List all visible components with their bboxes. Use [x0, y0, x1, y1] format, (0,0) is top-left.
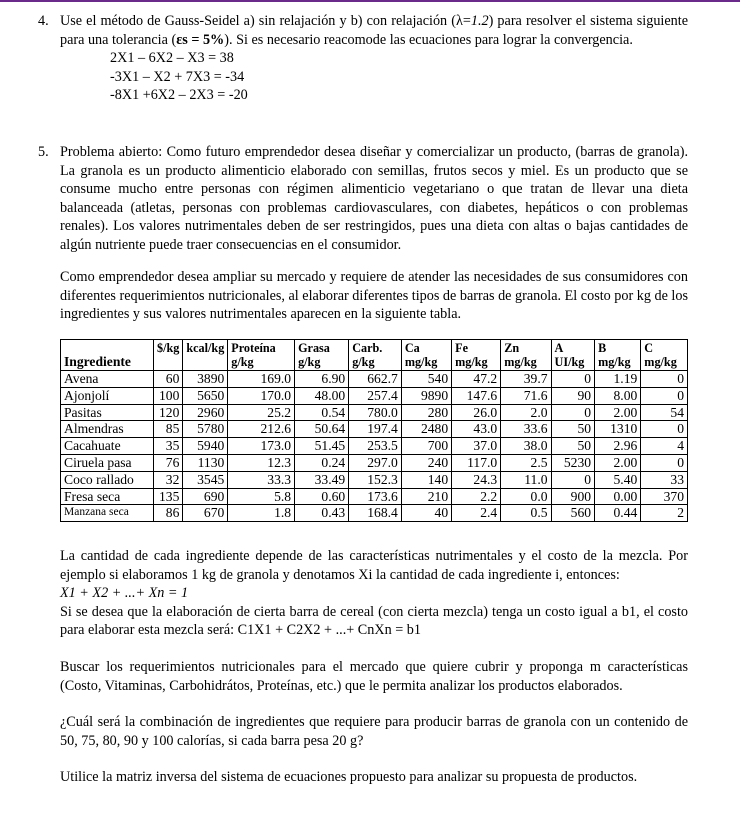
- table-cell: 2.96: [595, 438, 641, 455]
- paragraph-inverse-matrix: Utilice la matriz inversa del sistema de ecuaciones propuesto para analizar su propuesta de productos.: [60, 769, 638, 786]
- problem-4-text: [60, 12, 688, 49]
- table-row: [61, 488, 688, 505]
- table-row: [61, 438, 688, 455]
- table-cell: 170.0: [228, 387, 295, 404]
- table-cell: 370: [641, 488, 688, 505]
- header-price: $/kg: [154, 340, 183, 371]
- problem-5-number: 5.: [38, 144, 49, 160]
- table-cell: 85: [154, 421, 183, 438]
- tolerance: εs = 5%: [176, 31, 225, 48]
- table-cell: 560: [551, 505, 595, 522]
- table-cell: 90: [551, 387, 595, 404]
- table-cell: 3545: [183, 471, 228, 488]
- table-cell: 86: [154, 505, 183, 522]
- ingredient-name: Manzana seca: [61, 505, 154, 522]
- table-cell: 173.6: [349, 488, 402, 505]
- table-cell: 1310: [595, 421, 641, 438]
- table-cell: 47.2: [452, 371, 501, 388]
- equation-2: -3X1 – X2 + 7X3 = -34: [110, 68, 245, 85]
- table-cell: 2.0: [501, 404, 551, 421]
- table-row: [61, 421, 688, 438]
- table-row: [61, 387, 688, 404]
- table-cell: 0.43: [295, 505, 349, 522]
- table-cell: 212.6: [228, 421, 295, 438]
- table-cell: 0: [551, 371, 595, 388]
- table-cell: 8.00: [595, 387, 641, 404]
- table-cell: 33.3: [228, 471, 295, 488]
- header-kcal: kcal/kg: [183, 340, 228, 371]
- problem-5-paragraph-2: Como emprendedor desea ampliar su mercado y requiere de atender las necesidades de sus consumidores con diferentes requerimientos nutricionales, al elaborar diferentes tipos de barras de granola. El costo por kg de los ingredientes y sus valores nutrimentales aparecen en la siguiente tabla.: [60, 269, 688, 323]
- table-cell: 60: [154, 371, 183, 388]
- paragraph-mixture: La cantidad de cada ingrediente depende de las características nutrimentales y el costo de la mezcla. Por ejemplo si elaboramos 1 kg de granola y denotamos Xi la cantidad de cada ingrediente i, entonces:: [60, 548, 688, 583]
- table-cell: 12.3: [228, 454, 295, 471]
- top-rule: [0, 0, 740, 2]
- table-cell: 0: [551, 404, 595, 421]
- table-cell: 35: [154, 438, 183, 455]
- table-cell: 1130: [183, 454, 228, 471]
- table-cell: 0.60: [295, 488, 349, 505]
- table-row: [61, 454, 688, 471]
- table-cell: 24.3: [452, 471, 501, 488]
- problem-5-text: Problema abierto: Como futuro emprendedor desea diseñar y comercializar un producto, (barras de granola). La granola es un producto alimenticio elaborado con semillas, frutos secos y miel. Es un producto que se consume mucho entre personas con régimen alimenticio vegetariano o que tratan de llevar una dieta balanceada (atletas, personas con problemas cardiovasculares, con diabetes, hepáticos o con problemas renales). Los valores nutrimentales deben de ser restringidos, pues una dieta con altas o bajas cantidades de algún nutriente puede traer consecuencias en el consumidor.: [60, 144, 688, 253]
- table-cell: 2480: [401, 421, 451, 438]
- ingredient-name: Ciruela pasa: [61, 454, 154, 471]
- header-carb: Carb. g/kg: [349, 340, 402, 371]
- table-cell: 147.6: [452, 387, 501, 404]
- table-cell: 0.24: [295, 454, 349, 471]
- table-cell: 50.64: [295, 421, 349, 438]
- table-cell: 33: [641, 471, 688, 488]
- header-proteina: Proteína g/kg: [228, 340, 295, 371]
- table-cell: 71.6: [501, 387, 551, 404]
- table-cell: 50: [551, 438, 595, 455]
- table-cell: 0.0: [501, 488, 551, 505]
- table-cell: 2.2: [452, 488, 501, 505]
- table-cell: 0.00: [595, 488, 641, 505]
- table-cell: 5650: [183, 387, 228, 404]
- paragraph-calories-question: ¿Cuál será la combinación de ingredientes que requiere para producir barras de granola con un contenido de 50, 75, 80, 90 y 100 calorías, si cada barra pesa 20 g?: [60, 714, 688, 749]
- paragraph-requirements: Buscar los requerimientos nutricionales para el mercado que quiere cubrir y proponga m características (Costo, Vitaminas, Carbohidrátos, Proteínas, etc.) que le permita analizar los productos elaborados.: [60, 658, 688, 694]
- problem-5: [38, 143, 688, 255]
- ingredient-name: Coco rallado: [61, 471, 154, 488]
- equation-3: -8X1 +6X2 – 2X3 = -20: [110, 87, 248, 104]
- paragraph-cost: Si se desea que la elaboración de cierta barra de cereal (con cierta mezcla) tenga un costo igual a b1, el costo para elaborar esta mezcla será: C1X1 + C2X2 + ...+ CnXn = b1: [60, 603, 688, 639]
- table-cell: 25.2: [228, 404, 295, 421]
- table-cell: 0: [551, 471, 595, 488]
- problem-4-text-a: Use el método de Gauss-Seidel a) sin relajación y b) con relajación (λ=: [60, 13, 471, 29]
- table-cell: 50: [551, 421, 595, 438]
- table-cell: 48.00: [295, 387, 349, 404]
- table-cell: 280: [401, 404, 451, 421]
- table-cell: 690: [183, 488, 228, 505]
- table-cell: 152.3: [349, 471, 402, 488]
- table-cell: 5780: [183, 421, 228, 438]
- header-a: A UI/kg: [551, 340, 595, 371]
- table-cell: 135: [154, 488, 183, 505]
- ingredient-name: Almendras: [61, 421, 154, 438]
- table-cell: 0: [641, 371, 688, 388]
- table-cell: 540: [401, 371, 451, 388]
- table-row: [61, 404, 688, 421]
- sum-equation-text: X1 + X2 + ...+ Xn = 1: [60, 585, 189, 602]
- ingredient-name: Cacahuate: [61, 438, 154, 455]
- table-cell: 38.0: [501, 438, 551, 455]
- ingredients-table: [60, 339, 688, 522]
- table-cell: 0.5: [501, 505, 551, 522]
- problem-4-text-b: ) para resolver el sistema siguiente para una tolerancia (: [60, 13, 688, 48]
- header-b: B mg/kg: [595, 340, 641, 371]
- table-cell: 33.6: [501, 421, 551, 438]
- table-cell: 2: [641, 505, 688, 522]
- table-cell: 11.0: [501, 471, 551, 488]
- table-cell: 120: [154, 404, 183, 421]
- table-cell: 670: [183, 505, 228, 522]
- table-cell: 2.00: [595, 404, 641, 421]
- table-cell: 210: [401, 488, 451, 505]
- table-cell: 0: [641, 454, 688, 471]
- table-cell: 26.0: [452, 404, 501, 421]
- table-cell: 100: [154, 387, 183, 404]
- ingredient-name: Avena: [61, 371, 154, 388]
- header-ca: Ca mg/kg: [401, 340, 451, 371]
- table-cell: 240: [401, 454, 451, 471]
- table-cell: 2.5: [501, 454, 551, 471]
- table-cell: 2.00: [595, 454, 641, 471]
- table-cell: 700: [401, 438, 451, 455]
- table-cell: 33.49: [295, 471, 349, 488]
- table-cell: 5.8: [228, 488, 295, 505]
- table-cell: 39.7: [501, 371, 551, 388]
- table-cell: 5940: [183, 438, 228, 455]
- table-cell: 5.40: [595, 471, 641, 488]
- table-cell: 2960: [183, 404, 228, 421]
- table-cell: 140: [401, 471, 451, 488]
- ingredient-name: Pasitas: [61, 404, 154, 421]
- table-cell: 76: [154, 454, 183, 471]
- table-cell: 257.4: [349, 387, 402, 404]
- table-body: [61, 371, 688, 522]
- table-cell: 0.44: [595, 505, 641, 522]
- table-cell: 1.8: [228, 505, 295, 522]
- table-cell: 0: [641, 421, 688, 438]
- table-cell: 9890: [401, 387, 451, 404]
- table-cell: 40: [401, 505, 451, 522]
- sum-equation: [60, 584, 688, 603]
- table-cell: 169.0: [228, 371, 295, 388]
- table-cell: 297.0: [349, 454, 402, 471]
- header-zn: Zn mg/kg: [501, 340, 551, 371]
- table-cell: 54: [641, 404, 688, 421]
- table-cell: 197.4: [349, 421, 402, 438]
- table-cell: 0: [641, 387, 688, 404]
- ingredient-name: Ajonjolí: [61, 387, 154, 404]
- problem-4-number: 4.: [38, 13, 49, 29]
- table-cell: 5230: [551, 454, 595, 471]
- table-cell: 900: [551, 488, 595, 505]
- table-cell: 253.5: [349, 438, 402, 455]
- table-row: [61, 471, 688, 488]
- table-cell: 2.4: [452, 505, 501, 522]
- table-cell: 1.19: [595, 371, 641, 388]
- table-cell: 3890: [183, 371, 228, 388]
- table-cell: 173.0: [228, 438, 295, 455]
- table-cell: 0.54: [295, 404, 349, 421]
- table-cell: 662.7: [349, 371, 402, 388]
- header-ingrediente: Ingrediente: [61, 340, 154, 371]
- table-cell: 6.90: [295, 371, 349, 388]
- lambda-value: 1.2: [470, 13, 489, 29]
- table-cell: 51.45: [295, 438, 349, 455]
- equation-1: 2X1 – 6X2 – X3 = 38: [110, 50, 234, 67]
- header-fe: Fe mg/kg: [452, 340, 501, 371]
- table-row: [61, 371, 688, 388]
- ingredient-name: Fresa seca: [61, 488, 154, 505]
- table-cell: 4: [641, 438, 688, 455]
- header-grasa: Grasa g/kg: [295, 340, 349, 371]
- table-cell: 117.0: [452, 454, 501, 471]
- table-cell: 780.0: [349, 404, 402, 421]
- table-cell: 32: [154, 471, 183, 488]
- table-header-row: [61, 340, 688, 371]
- problem-4-text-c: ). Si es necesario reacomode las ecuaciones para lograr la convergencia.: [224, 31, 633, 48]
- table-cell: 37.0: [452, 438, 501, 455]
- after-table-text: [60, 547, 688, 787]
- table-row: [61, 505, 688, 522]
- header-c: C mg/kg: [641, 340, 688, 371]
- problem-4: [38, 12, 688, 105]
- table-cell: 43.0: [452, 421, 501, 438]
- table-cell: 168.4: [349, 505, 402, 522]
